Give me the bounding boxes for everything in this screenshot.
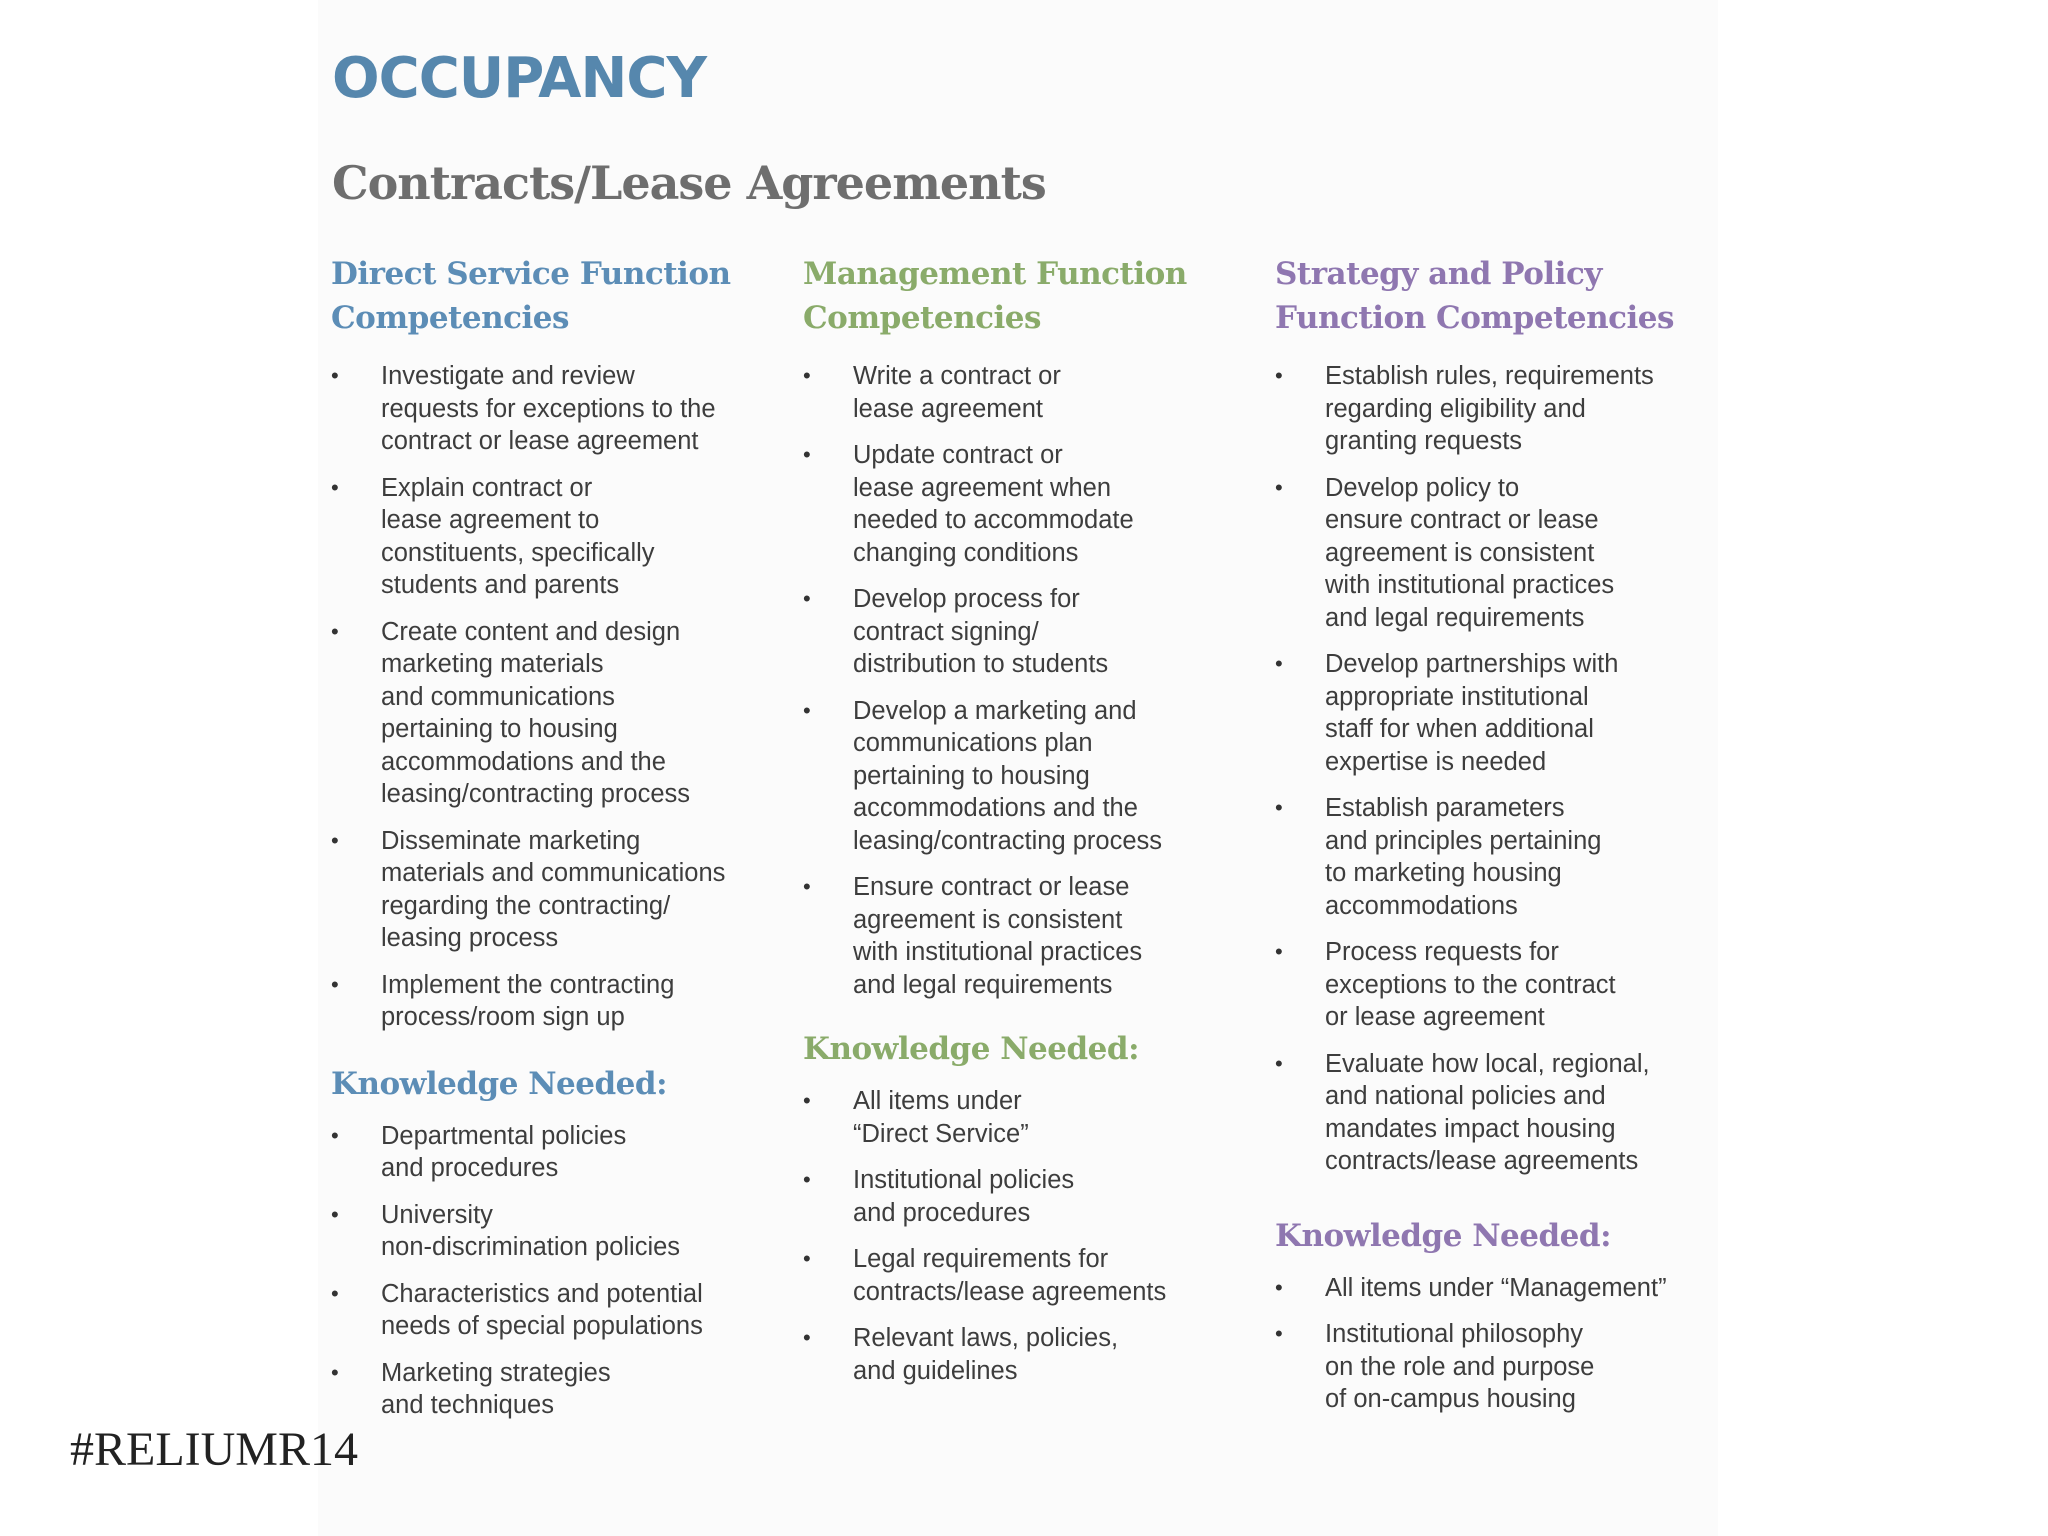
bullet-icon: • — [331, 827, 339, 853]
list-item-text: Institutional policies and procedures — [853, 1166, 1075, 1227]
list-item-text: Develop policy to ensure contract or lease agreement is consistent with institutional practices and legal requirements — [1325, 473, 1615, 632]
list-item-text: Process requests for exceptions to the contract or lease agreement — [1325, 938, 1616, 1031]
list-item — [803, 1085, 1273, 1150]
list-item-text: Evaluate how local, regional, and national policies and mandates impact housing contracts/lease agreements — [1325, 1049, 1650, 1175]
bullet-icon: • — [803, 1246, 811, 1271]
bullet-icon: • — [803, 697, 811, 723]
list-item — [331, 1357, 801, 1422]
column-heading-line-2: Competencies — [331, 300, 569, 336]
column-strategy-policy — [1275, 252, 1745, 1430]
bullet-icon: • — [331, 1201, 339, 1227]
list-item-text: Departmental policies and procedures — [381, 1121, 627, 1182]
knowledge-heading: Knowledge Needed: — [331, 1065, 668, 1102]
bullet-icon: • — [1275, 939, 1283, 964]
list-item — [1275, 792, 1745, 922]
bullet-icon: • — [803, 586, 811, 611]
column-heading-line-1: Strategy and Policy — [1275, 256, 1602, 292]
list-item-text: Establish parameters and principles pertaining to marketing housing accommodations — [1325, 794, 1602, 920]
knowledge-list — [1275, 1272, 1745, 1416]
list-item-text: Relevant laws, policies, and guidelines — [853, 1324, 1119, 1385]
list-item — [803, 695, 1273, 858]
competency-list — [803, 360, 1273, 1001]
column-heading-line-2: Function Competencies — [1275, 300, 1674, 336]
bullet-icon: • — [1275, 363, 1283, 388]
bullet-icon: • — [331, 363, 339, 388]
list-item-text: Develop partnerships with appropriate institutional staff for when additional expertise is needed — [1325, 650, 1619, 776]
list-item-text: Legal requirements for contracts/lease agreements — [853, 1245, 1167, 1306]
bullet-icon: • — [331, 971, 339, 997]
list-item — [803, 1243, 1273, 1308]
bullet-icon: • — [1275, 1321, 1283, 1346]
list-item — [803, 583, 1273, 681]
column-heading — [803, 252, 1273, 340]
column-heading-line-1: Direct Service Function — [331, 256, 731, 292]
page-title: OCCUPANCY — [332, 46, 707, 111]
list-item-text: Create content and design marketing materials and communications pertaining to housing accommodations and the leasing/contracting process — [381, 617, 691, 808]
list-item — [1275, 1272, 1745, 1305]
knowledge-list — [331, 1120, 801, 1422]
bullet-icon: • — [803, 874, 811, 899]
list-item — [331, 616, 801, 811]
list-item — [331, 1199, 801, 1264]
bullet-icon: • — [803, 1325, 811, 1350]
bullet-icon: • — [803, 1167, 811, 1192]
list-item-text: Implement the contracting process/room sign up — [381, 970, 675, 1031]
bullet-icon: • — [1275, 795, 1283, 820]
column-management — [803, 252, 1273, 1401]
list-item — [331, 1278, 801, 1343]
bullet-icon: • — [803, 363, 811, 388]
list-item — [803, 1322, 1273, 1387]
list-item-text: Ensure contract or lease agreement is consistent with institutional practices and legal requirements — [853, 873, 1143, 999]
list-item-text: All items under “Direct Service” — [853, 1087, 1029, 1148]
list-item — [803, 871, 1273, 1001]
bullet-icon: • — [331, 618, 339, 644]
list-item — [331, 1120, 801, 1185]
list-item-text: Investigate and review requests for exceptions to the contract or lease agreement — [381, 362, 716, 455]
knowledge-heading: Knowledge Needed: — [1275, 1217, 1612, 1254]
list-item — [331, 472, 801, 602]
list-item — [1275, 1048, 1745, 1178]
bullet-icon: • — [1275, 651, 1283, 676]
list-item — [331, 825, 801, 955]
bullet-icon: • — [331, 1280, 339, 1306]
event-hashtag: #RELIUMR14 — [70, 1423, 358, 1476]
competency-list — [1275, 360, 1745, 1178]
bullet-icon: • — [1275, 1050, 1283, 1076]
list-item — [803, 439, 1273, 569]
list-item-text: Institutional philosophy on the role and purpose of on-campus housing — [1325, 1320, 1595, 1413]
list-item — [1275, 360, 1745, 458]
list-item — [803, 1164, 1273, 1229]
bullet-icon: • — [331, 1122, 339, 1148]
list-item-text: University non-discrimination policies — [381, 1200, 681, 1261]
competency-list — [331, 360, 801, 1034]
list-item — [1275, 1318, 1745, 1416]
bullet-icon: • — [803, 1088, 811, 1113]
list-item-text: Characteristics and potential needs of special populations — [381, 1279, 703, 1340]
column-heading — [1275, 252, 1745, 340]
list-item-text: Marketing strategies and techniques — [381, 1358, 611, 1419]
list-item-text: Update contract or lease agreement when needed to accommodate changing conditions — [853, 441, 1134, 567]
list-item — [1275, 472, 1745, 635]
bullet-icon: • — [1275, 1274, 1283, 1300]
list-item-text: Explain contract or lease agreement to constituents, specifically students and parents — [381, 473, 655, 599]
bullet-icon: • — [331, 1359, 339, 1385]
bullet-icon: • — [1275, 474, 1283, 500]
column-heading-line-2: Competencies — [803, 300, 1041, 336]
list-item-text: All items under “Management” — [1325, 1273, 1667, 1302]
page-subtitle: Contracts/Lease Agreements — [332, 156, 1046, 210]
list-item — [1275, 936, 1745, 1034]
list-item-text: Disseminate marketing materials and communications regarding the contracting/ leasing process — [381, 826, 726, 952]
knowledge-heading: Knowledge Needed: — [803, 1031, 1140, 1067]
list-item — [331, 969, 801, 1034]
list-item — [803, 360, 1273, 425]
list-item-text: Develop process for contract signing/ distribution to students — [853, 585, 1109, 678]
column-heading-line-1: Management Function — [803, 256, 1187, 292]
list-item-text: Establish rules, requirements regarding eligibility and granting requests — [1325, 362, 1654, 455]
list-item — [331, 360, 801, 458]
list-item — [1275, 648, 1745, 778]
column-direct-service — [331, 252, 801, 1436]
column-heading — [331, 252, 801, 340]
bullet-icon: • — [331, 474, 339, 500]
list-item-text: Write a contract or lease agreement — [853, 362, 1061, 423]
list-item-text: Develop a marketing and communications plan pertaining to housing accommodations and the leasing/contracting process — [853, 696, 1163, 855]
knowledge-list — [803, 1085, 1273, 1387]
bullet-icon: • — [803, 442, 811, 467]
